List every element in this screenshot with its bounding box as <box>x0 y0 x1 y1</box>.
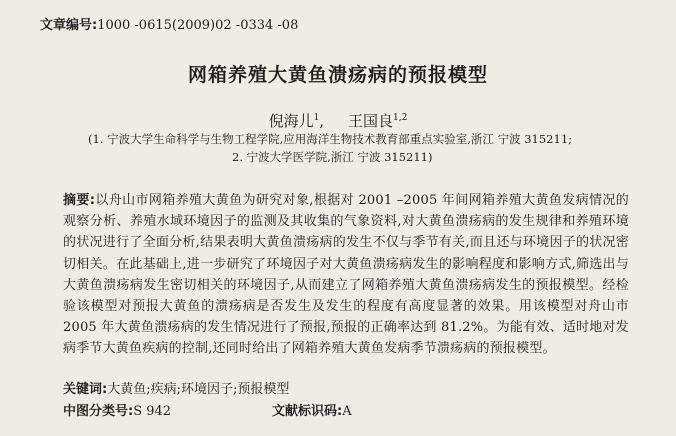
authors: 倪海儿$^1$, 王国良$^{1,2}$ <box>268 112 408 130</box>
author-name: 倪海儿 <box>268 112 314 130</box>
article-number-label: 文章编号: <box>40 18 98 33</box>
affiliation-line-2: 2. 宁波大学医学院,浙江 宁波 315211) <box>232 150 433 164</box>
abstract-label: 摘要: <box>63 193 96 208</box>
keywords <box>63 378 289 397</box>
abstract <box>63 190 629 360</box>
clc-number <box>63 400 171 419</box>
keywords-value: 大黄鱼;疾病;环境因子;预报模型 <box>107 382 290 397</box>
article-number-value: 1000 -0615(2009)02 -0334 -08 <box>97 18 299 33</box>
clc-value: S 942 <box>133 404 172 419</box>
clc-label: 中图分类号: <box>63 404 134 419</box>
article-number <box>40 14 298 33</box>
document-code-label: 文献标识码: <box>272 404 343 419</box>
author-affiliation-mark: 1,2 <box>393 113 408 123</box>
abstract-text: 以舟山市网箱养殖大黄鱼为研究对象,根据对 2001 –2005 年间网箱养殖大黄鱼发病情况的观察分析、养殖水域环境因子的监测及其收集的气象资料,对大黄鱼溃疡病的发生规律和养殖环境的状况进行了全面分析,结果表明大黄鱼溃疡病的发生不仅与季节有关,而且还与环境因子的状况密切相关。在此基础上,进一步研究了环境因子对大黄鱼溃疡病发生的影响程度和影响方式,筛选出与大黄鱼溃疡病发生密切相关的环境因子,从而建立了网箱养殖大黄鱼溃疡病发生的预报模型。经检验该模型对预报大黄鱼的溃疡病是否发生及发生的程度有高度显著的效果。用该模型对舟山市 2005 年大黄鱼溃疡病的发生情况进行了预报,预报的正确率达到 81.2%。为能有效、适时地对发病季节大黄鱼疾病的控制,还同时给出了网箱养殖大黄鱼发病季节溃疡病的预报模型。 <box>63 193 629 357</box>
affiliation-line-1: (1. 宁波大学生命科学与生物工程学院,应用海洋生物技术教育部重点实验室,浙江 宁波 315211; <box>88 132 573 146</box>
document-code <box>272 400 352 419</box>
keywords-label: 关键词: <box>63 382 108 397</box>
author-name: 王国良 <box>348 112 394 130</box>
author-affiliation-mark: 1 <box>313 113 320 123</box>
paper-title: 网箱养殖大黄鱼溃疡病的预报模型 <box>187 64 488 86</box>
document-code-value: A <box>342 404 352 419</box>
